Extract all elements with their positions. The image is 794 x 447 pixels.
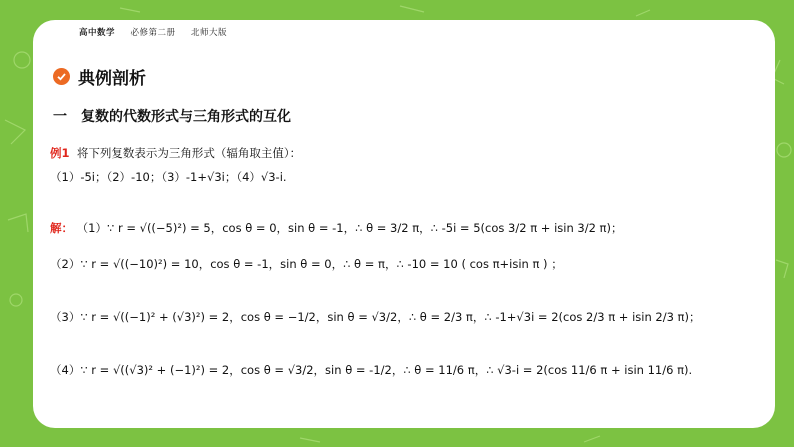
solution-line-1 <box>50 220 622 236</box>
example-prompt: 将下列复数表示为三角形式（辐角取主值）： <box>76 146 302 160</box>
solution-label: 解： <box>50 221 73 235</box>
solution-line-4: （4）∵ r = √((√3)² + (−1)²) = 2，cos θ = √3/2，sin θ = -1/2，∴ θ = 11/6 π，∴ √3-i = 2(cos 11/6 π + isin 11/6 π). <box>50 363 693 377</box>
section-title: 典例剖析 <box>78 69 146 89</box>
example-items: （1）-5i；（2）-10；（3）-1+√3i；（4）√3-i. <box>50 170 287 184</box>
header-subject: 高中数学 <box>79 28 116 38</box>
header-edition: 北师大版 <box>190 28 227 38</box>
header-book: 必修第二册 <box>130 28 176 38</box>
check-icon <box>53 68 70 85</box>
example-prompt-line <box>50 145 301 161</box>
section-heading <box>53 64 146 89</box>
solution-line-3: （3）∵ r = √((−1)² + (√3)²) = 2，cos θ = −1/2，sin θ = √3/2，∴ θ = 2/3 π，∴ -1+√3i = 2(cos 2/3 π + isin 2/3 π)； <box>50 310 701 324</box>
example-label: 例1 <box>50 146 70 160</box>
course-header <box>79 26 239 38</box>
solution-line-2: （2）∵ r = √((−10)²) = 10，cos θ = -1，sin θ = 0，∴ θ = π，∴ -10 = 10 ( cos π+isin π ) ； <box>50 257 563 271</box>
subsection-title: 一 复数的代数形式与三角形式的互化 <box>53 109 291 125</box>
solution-line1-text: （1）∵ r = √((−5)²) = 5，cos θ = 0，sin θ = -1，∴ θ = 3/2 π，∴ -5i = 5(cos 3/2 π + isin 3/2 π)； <box>76 221 623 235</box>
